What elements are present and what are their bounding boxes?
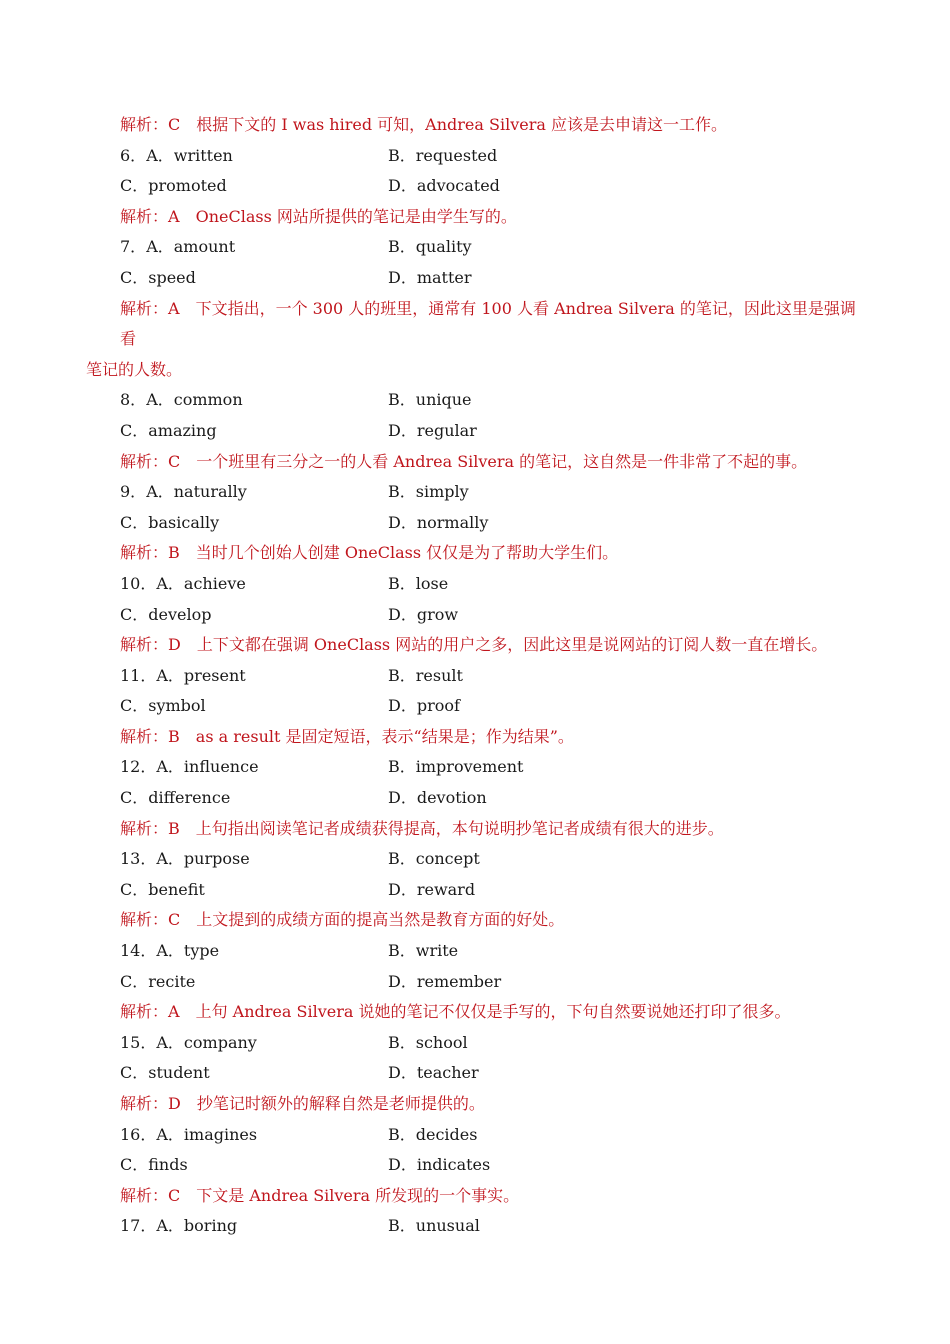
option-row: [0, 263, 950, 294]
analysis-text: 上句指出阅读笔记者成绩获得提高，本句说明抄笔记者成绩有很大的进步。: [195, 818, 724, 838]
option-d: D．indicates: [388, 1155, 491, 1175]
option-b: B．school: [388, 1032, 468, 1052]
analysis-text: as a result 是固定短语，表示“结果是；作为结果”。: [195, 726, 574, 746]
option-d: D．advocated: [388, 176, 500, 196]
analysis-label: 解析：: [120, 298, 169, 318]
option-left: [120, 752, 259, 783]
analysis-answer: B: [168, 818, 180, 838]
analysis-label: 解析：: [120, 818, 169, 838]
option-a: A．achieve: [156, 573, 246, 593]
analysis-answer: A: [168, 206, 180, 226]
option-c: C．finds: [120, 1155, 188, 1175]
analysis-label: 解析：: [120, 1094, 169, 1113]
analysis-label: 解析：: [120, 451, 169, 471]
analysis-answer: D: [168, 1094, 181, 1113]
option-d: D．reward: [388, 879, 476, 899]
option-row: [0, 844, 950, 875]
option-left: [120, 1028, 257, 1059]
option-row: [0, 141, 950, 172]
option-b: B．result: [388, 665, 463, 685]
option-a: A．company: [156, 1032, 257, 1052]
option-b: B．improvement: [388, 757, 524, 777]
analysis-label: 解析：: [120, 115, 169, 134]
option-a: A．amount: [146, 237, 236, 257]
option-d: D．normally: [388, 512, 489, 532]
analysis-text: 下文指出，一个 300 人的班里，通常有 100 人看 Andrea Silvera 的笔记，因此这里是强调看: [120, 298, 856, 349]
option-d: D．remember: [388, 971, 502, 991]
analysis-label: 解析：: [120, 910, 169, 930]
analysis-line: [0, 814, 950, 845]
option-left: [120, 661, 246, 692]
analysis-text: 上文提到的成绩方面的提高当然是教育方面的好处。: [196, 910, 565, 930]
analysis-line: [0, 1181, 950, 1212]
question-number: 17．: [120, 1216, 157, 1236]
option-c: C．student: [120, 1063, 210, 1083]
analysis-label: 解析：: [120, 635, 169, 655]
analysis-label: 解析：: [120, 1185, 169, 1205]
analysis-text: 当时几个创始人创建 OneClass 仅仅是为了帮助大学生们。: [195, 543, 619, 563]
option-b: B．unusual: [388, 1216, 480, 1236]
option-d: D．grow: [388, 604, 459, 624]
option-b: B．simply: [388, 482, 469, 502]
option-row: [0, 171, 950, 202]
analysis-line: [0, 630, 950, 661]
option-row: [0, 1028, 950, 1059]
analysis-text: 一个班里有三分之一的人看 Andrea Silvera 的笔记，这自然是一件非常了不起的事。: [196, 451, 808, 471]
analysis-line: [0, 722, 950, 753]
analysis-label: 解析：: [120, 726, 169, 746]
option-a: A．naturally: [146, 482, 247, 502]
option-row: [0, 1058, 950, 1089]
option-d: D．teacher: [388, 1063, 479, 1083]
option-a: A．imagines: [156, 1124, 258, 1144]
analysis-text: 抄笔记时额外的解释自然是老师提供的。: [196, 1094, 485, 1113]
analysis-text: 笔记的人数。: [86, 359, 183, 379]
option-b: B．write: [388, 941, 459, 961]
analysis-answer: D: [168, 635, 181, 655]
option-c: C．develop: [120, 604, 212, 624]
option-a: A．written: [146, 145, 233, 165]
option-a: A．purpose: [156, 849, 250, 869]
option-a: A．influence: [156, 757, 259, 777]
question-number: 11．: [120, 665, 157, 685]
analysis-line: [0, 202, 950, 233]
option-row: [0, 1150, 950, 1181]
analysis-answer: B: [168, 543, 180, 563]
option-b: B．lose: [388, 573, 449, 593]
analysis-line: [0, 538, 950, 569]
question-number: 12．: [120, 757, 157, 777]
analysis-line: [0, 997, 950, 1028]
option-row: [0, 477, 950, 508]
option-d: D．devotion: [388, 788, 487, 808]
option-row: [0, 967, 950, 998]
option-left: [120, 1211, 237, 1242]
analysis-line-continued: [0, 355, 950, 386]
option-left: [120, 477, 247, 508]
question-number: 15．: [120, 1032, 157, 1052]
analysis-answer: A: [168, 298, 180, 318]
option-row: [0, 752, 950, 783]
analysis-label: 解析：: [120, 206, 169, 226]
option-c: C．speed: [120, 267, 196, 287]
analysis-answer: C: [168, 115, 181, 134]
option-c: C．symbol: [120, 696, 206, 716]
option-a: A．present: [156, 665, 246, 685]
analysis-text: 下文是 Andrea Silvera 所发现的一个事实。: [196, 1185, 520, 1205]
option-b: B．requested: [388, 145, 498, 165]
option-row: [0, 508, 950, 539]
option-b: B．unique: [388, 390, 472, 410]
analysis-line: [0, 110, 950, 141]
option-d: D．matter: [388, 267, 472, 287]
question-number: 8．: [120, 390, 147, 410]
question-number: 6．: [120, 145, 147, 165]
option-row: [0, 385, 950, 416]
question-number: 9．: [120, 482, 147, 502]
question-number: 10．: [120, 573, 157, 593]
analysis-answer: A: [168, 1002, 180, 1022]
option-row: [0, 1120, 950, 1151]
option-row: [0, 1211, 950, 1242]
option-c: C．benefit: [120, 879, 205, 899]
option-left: [120, 936, 219, 967]
option-d: D．regular: [388, 420, 477, 440]
option-a: A．common: [146, 390, 243, 410]
option-left: [120, 385, 243, 416]
option-left: [120, 844, 250, 875]
option-left: [120, 141, 233, 172]
option-left: [120, 569, 246, 600]
question-number: 7．: [120, 237, 147, 257]
option-row: [0, 416, 950, 447]
option-a: A．type: [156, 941, 220, 961]
analysis-line: [0, 1089, 950, 1120]
analysis-text: 上句 Andrea Silvera 说她的笔记不仅仅是手写的，下句自然要说她还打印了很多。: [195, 1002, 791, 1022]
analysis-text: OneClass 网站所提供的笔记是由学生写的。: [195, 206, 517, 226]
option-b: B．quality: [388, 237, 472, 257]
analysis-label: 解析：: [120, 1002, 169, 1022]
option-row: [0, 661, 950, 692]
option-row: [0, 691, 950, 722]
option-left: [120, 1120, 257, 1151]
option-row: [0, 936, 950, 967]
option-b: B．concept: [388, 849, 480, 869]
option-left: [120, 232, 235, 263]
option-a: A．boring: [156, 1216, 238, 1236]
analysis-answer: B: [168, 726, 180, 746]
analysis-text: 根据下文的 I was hired 可知，Andrea Silvera 应该是去申请这一工作。: [196, 115, 727, 134]
question-number: 13．: [120, 849, 157, 869]
analysis-answer: C: [168, 1185, 181, 1205]
option-row: [0, 232, 950, 263]
option-b: B．decides: [388, 1124, 478, 1144]
analysis-answer: C: [168, 451, 181, 471]
option-c: C．difference: [120, 788, 231, 808]
option-c: C．promoted: [120, 176, 227, 196]
option-row: [0, 569, 950, 600]
option-row: [0, 783, 950, 814]
option-c: C．amazing: [120, 420, 217, 440]
analysis-label: 解析：: [120, 543, 169, 563]
option-row: [0, 875, 950, 906]
analysis-line: [0, 905, 950, 936]
option-c: C．recite: [120, 971, 196, 991]
analysis-answer: C: [168, 910, 181, 930]
question-number: 16．: [120, 1124, 157, 1144]
question-number: 14．: [120, 941, 157, 961]
option-row: [0, 600, 950, 631]
option-c: C．basically: [120, 512, 220, 532]
analysis-line: [0, 447, 950, 478]
option-d: D．proof: [388, 696, 460, 716]
analysis-line: [0, 294, 950, 355]
document-page: [0, 110, 950, 1242]
analysis-text: 上下文都在强调 OneClass 网站的用户之多，因此这里是说网站的订阅人数一直在增长。: [196, 635, 828, 655]
